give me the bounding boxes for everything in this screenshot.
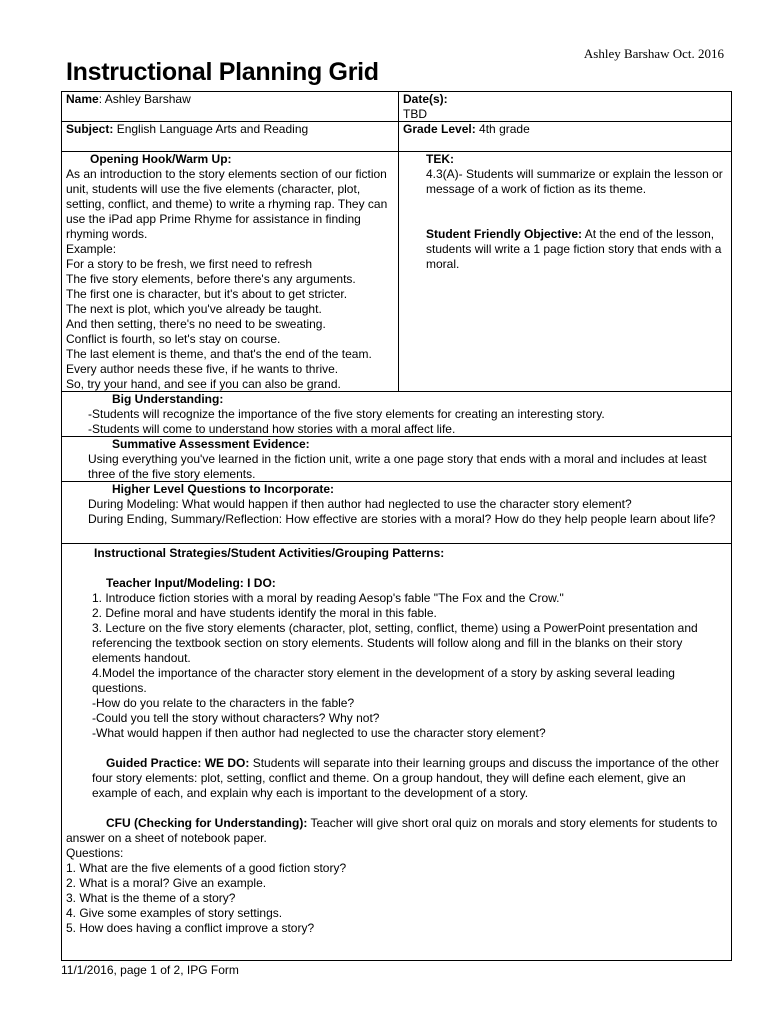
wedo-block: [66, 756, 727, 801]
rap-line: So, try your hand, and see if you can also be grand.: [66, 377, 341, 391]
summative-cell: [62, 437, 731, 481]
grade-value: 4th grade: [479, 122, 530, 136]
subject-label: Subject:: [66, 122, 114, 136]
ido-line: -How do you relate to the characters in the fable?: [92, 696, 355, 710]
page-footer: 11/1/2016, page 1 of 2, IPG Form: [61, 963, 239, 977]
cfu-block: [66, 816, 727, 846]
page-title: Instructional Planning Grid: [66, 58, 379, 86]
grade-label: Grade Level:: [403, 122, 476, 136]
summative-text: Using everything you've learned in the fiction unit, write a one page story that ends with a moral and includes at least three of the five story elements.: [88, 452, 707, 481]
ido-label: Teacher Input/Modeling: I DO:: [106, 576, 276, 590]
rap-line: For a story to be fresh, we first need to refresh: [66, 257, 313, 271]
wedo-label: Guided Practice: WE DO:: [106, 756, 250, 770]
big-understanding-line: -Students will recognize the importance of the five story elements for creating an interesting story.: [88, 407, 605, 421]
ido-line: -Could you tell the story without characters? Why not?: [92, 711, 380, 725]
subject-value: English Language Arts and Reading: [116, 122, 309, 136]
tek-text: 4.3(A)- Students will summarize or explain the lesson or message of a work of fiction as its theme.: [426, 167, 723, 196]
author-date-header: Ashley Barshaw Oct. 2016: [583, 46, 724, 61]
higher-questions-cell: [62, 482, 731, 543]
rap-line: The last element is theme, and that's the end of the team.: [66, 347, 372, 361]
name-cell: Name: Ashley Barshaw: [62, 92, 399, 121]
rap-line: Conflict is fourth, so let's stay on course.: [66, 332, 281, 346]
dates-label: Date(s):: [403, 92, 448, 106]
ido-line: 2. Define moral and have students identify the moral in this fable.: [92, 606, 437, 620]
subject-cell: [62, 122, 399, 151]
cfu-question: 4. Give some examples of story settings.: [66, 906, 283, 920]
cfu-question: 2. What is a moral? Give an example.: [66, 876, 267, 890]
cfu-question: 5. How does having a conflict improve a story?: [66, 921, 315, 935]
ido-line: 1. Introduce fiction stories with a moral by reading Aesop's fable "The Fox and the Crow.": [92, 591, 564, 605]
ido-line: -What would happen if then author had neglected to use the character story element?: [92, 726, 546, 740]
summative-row: [62, 437, 731, 482]
ido-line: 3. Lecture on the five story elements (character, plot, setting, conflict, theme) using a PowerPoint presentation and referencing the textbook section on story elements. Students will follow along and fill in the blanks on their story elements handout.: [92, 621, 698, 665]
higher-questions-label: Higher Level Questions to Incorporate:: [112, 482, 335, 496]
higher-questions-line: During Ending, Summary/Reflection: How effective are stories with a moral? How do they help people learn about life?: [88, 512, 716, 526]
strategies-row: [62, 544, 731, 960]
cfu-text: Teacher will give short oral quiz on morals and story elements for students to answer on a sheet of notebook paper.: [66, 816, 718, 845]
objective-label: Student Friendly Objective:: [426, 227, 583, 241]
strategies-label: Instructional Strategies/Student Activities/Grouping Patterns:: [94, 546, 445, 560]
big-understanding-cell: [62, 392, 731, 436]
hook-cell: [62, 152, 399, 391]
hook-text: As an introduction to the story elements section of our fiction unit, students will use the five elements (character, plot, setting, conflict, and theme) to write a rhyming rap. They can use the iPad app Prime Rhyme for assistance in finding rhyming words.: [66, 167, 388, 241]
higher-questions-line: During Modeling: What would happen if then author had neglected to use the character story element?: [88, 497, 632, 511]
big-understanding-row: [62, 392, 731, 437]
cfu-question: 1. What are the five elements of a good fiction story?: [66, 861, 347, 875]
objective-block: [426, 227, 727, 272]
rap-line: And then setting, there's no need to be sweating.: [66, 317, 326, 331]
wedo-text: Students will separate into their learning groups and discuss the importance of the other four story elements: plot, setting, conflict and theme. On a group handout, they will define each element, give an example of each, and explain why each is important to the development of a story.: [92, 756, 719, 800]
planning-grid: [61, 91, 732, 961]
grade-cell: [399, 122, 731, 151]
rap-line: Every author needs these five, if he wants to thrive.: [66, 362, 339, 376]
rap-line: The next is plot, which you've already be taught.: [66, 302, 322, 316]
rap-line: The five story elements, before there's any arguments.: [66, 272, 356, 286]
big-understanding-label: Big Understanding:: [112, 392, 224, 406]
strategies-cell: [62, 544, 731, 960]
subject-grade-row: [62, 122, 731, 152]
name-date-row: [62, 92, 731, 122]
tek-cell: [399, 152, 731, 391]
objective-text: At the end of the lesson, students will write a 1 page fiction story that ends with a moral.: [426, 227, 722, 271]
rap-line: The first one is character, but it's about to get stricter.: [66, 287, 348, 301]
hook-label: Opening Hook/Warm Up:: [90, 152, 232, 166]
higher-questions-row: [62, 482, 731, 544]
name-value: Ashley Barshaw: [104, 92, 191, 106]
summative-label: Summative Assessment Evidence:: [112, 437, 310, 451]
dates-value: TBD: [403, 107, 427, 121]
hook-example-label: Example:: [66, 242, 117, 256]
dates-cell: [399, 92, 731, 121]
hook-tek-row: [62, 152, 731, 392]
questions-label: Questions:: [66, 846, 124, 860]
cfu-label: CFU (Checking for Understanding):: [106, 816, 308, 830]
cfu-question: 3. What is the theme of a story?: [66, 891, 236, 905]
tek-label: TEK:: [426, 152, 454, 166]
name-label: Name: [66, 92, 99, 106]
ido-line: 4.Model the importance of the character story element in the development of a story by asking several leading questions.: [92, 666, 675, 695]
big-understanding-line: -Students will come to understand how stories with a moral affect life.: [88, 422, 456, 436]
